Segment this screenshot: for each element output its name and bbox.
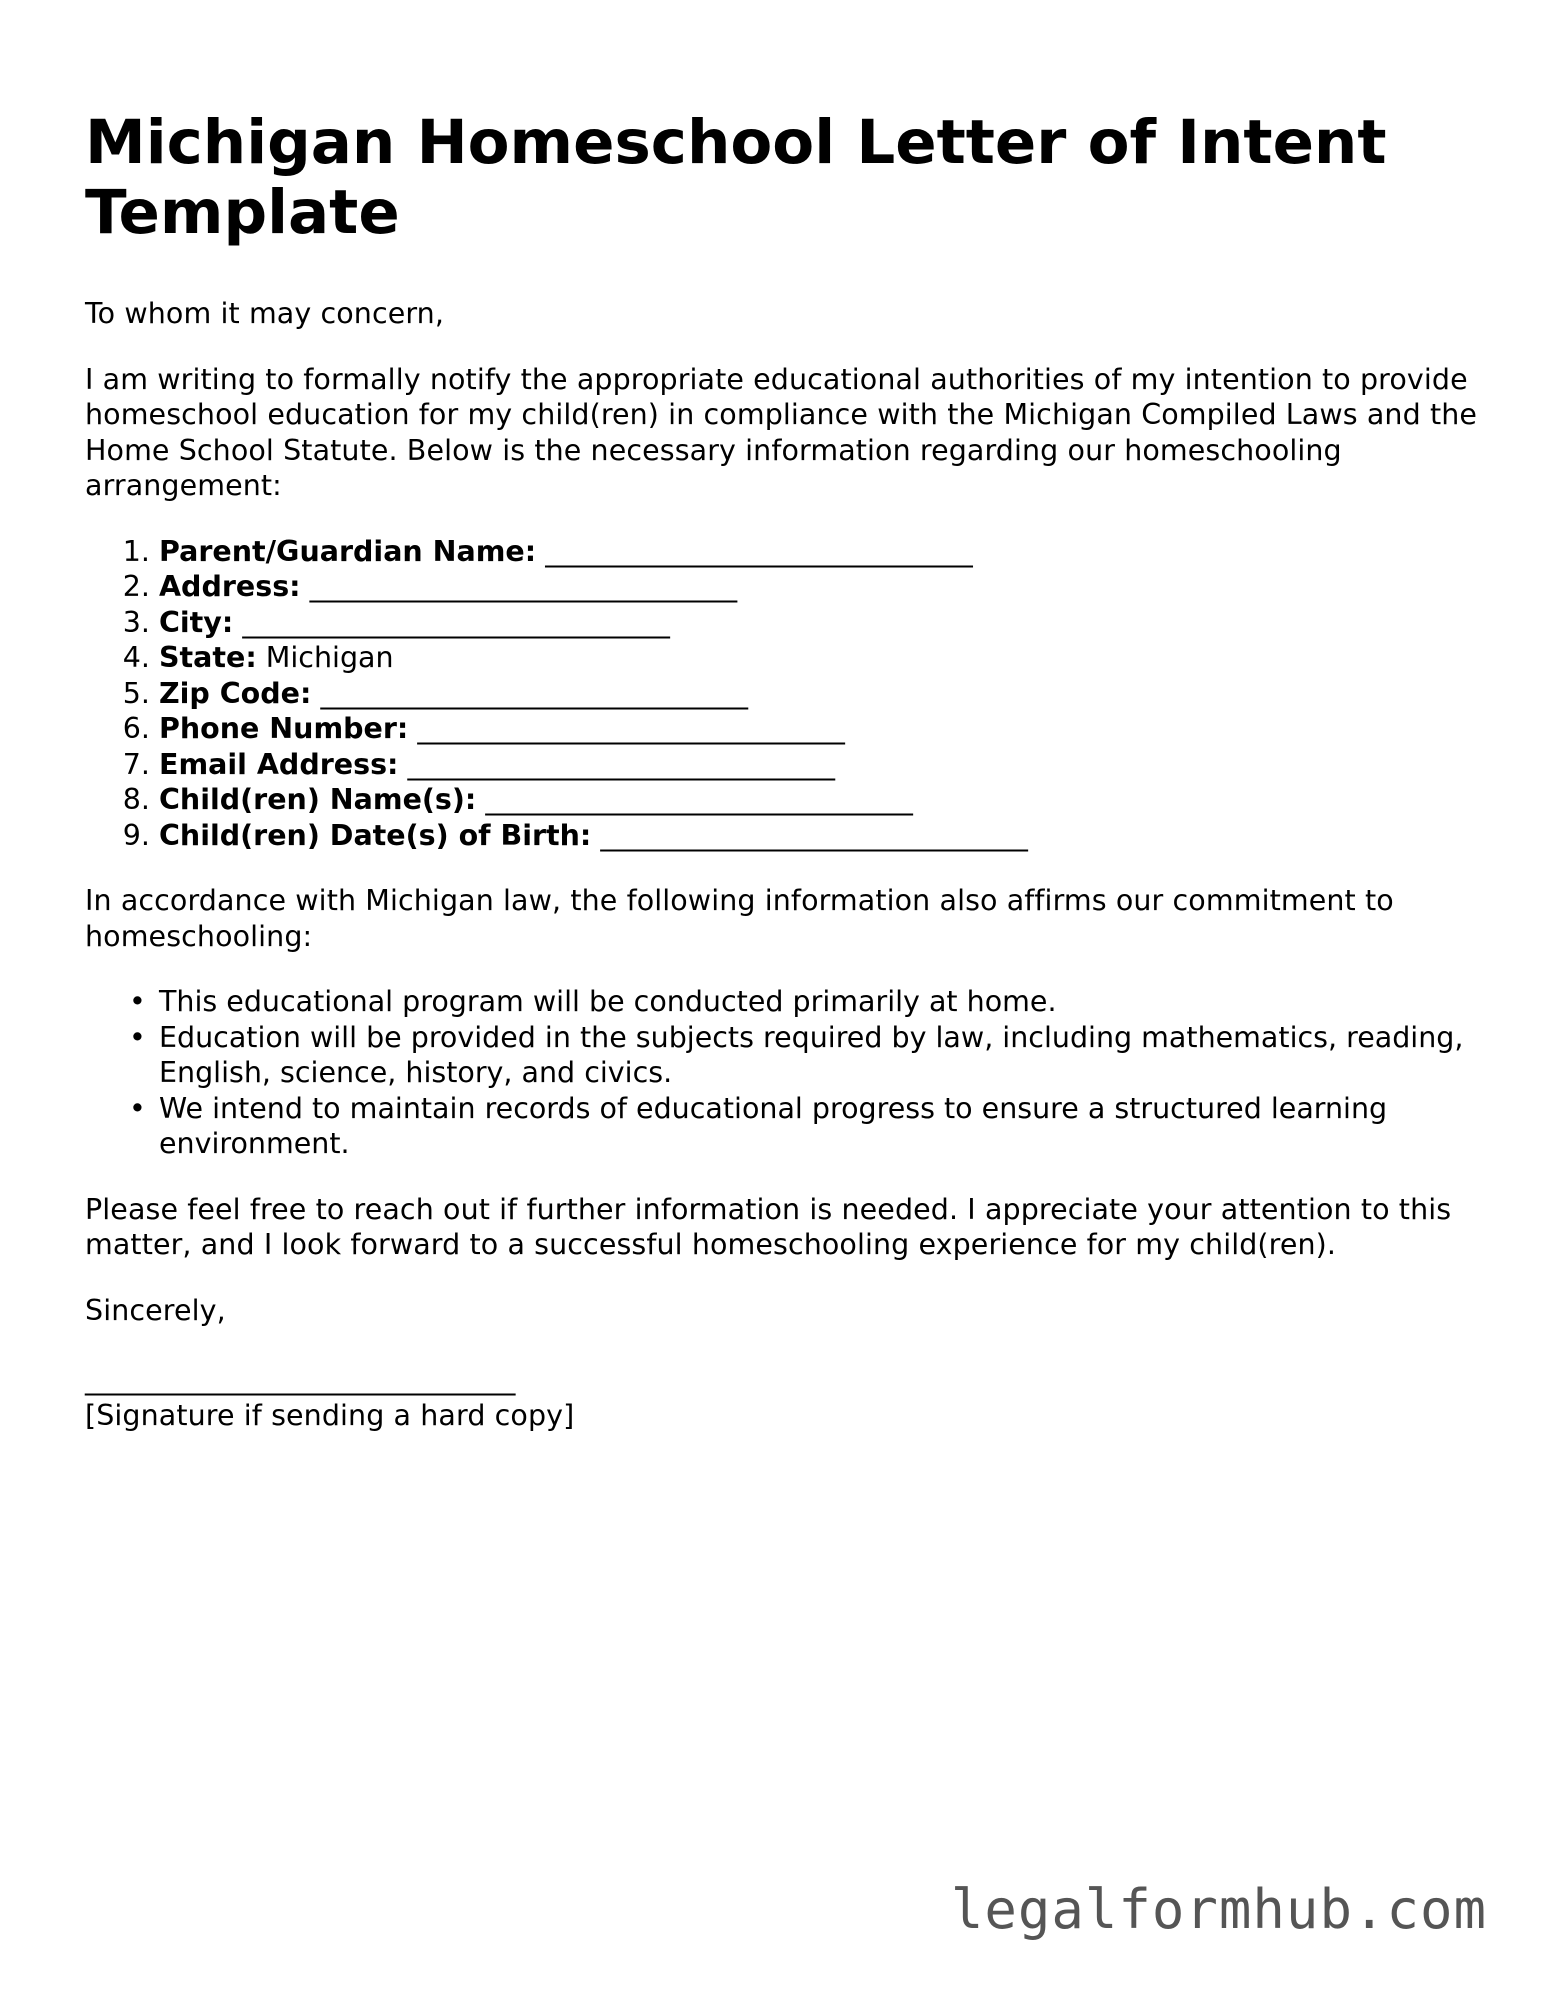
field-label: Email Address:	[159, 747, 399, 781]
field-label: State:	[159, 641, 257, 674]
field-label: Parent/Guardian Name:	[159, 534, 537, 568]
field-label: Address:	[159, 570, 301, 603]
field-value: ______________________________	[309, 570, 738, 603]
bullet-icon: •	[129, 1020, 146, 1054]
bullet-icon: •	[129, 1091, 146, 1125]
field-label: Child(ren) Date(s) of Birth:	[159, 818, 592, 852]
field-value: ______________________________	[485, 783, 913, 816]
field-label: Child(ren) Name(s):	[159, 783, 477, 816]
field-state	[159, 640, 1485, 676]
salutation: To whom it may concern,	[85, 297, 445, 330]
field-children-dob	[159, 818, 1485, 854]
list-item: • Education will be provided in the subjects required by law, including mathematics, reading, English, science, history, and civics.	[129, 1020, 1464, 1089]
field-value: ______________________________	[407, 747, 835, 781]
field-label: Phone Number:	[159, 712, 409, 745]
affirmations-list	[85, 984, 1485, 1162]
signature-block	[85, 1362, 1485, 1433]
field-city	[159, 605, 1485, 641]
field-value: ______________________________	[545, 534, 973, 568]
document-page	[85, 108, 1485, 1463]
info-fields-list	[85, 534, 1485, 854]
sign-off: Sincerely,	[85, 1293, 226, 1327]
field-value: ______________________________	[600, 818, 1028, 852]
signature-line: ______________________________	[85, 1363, 516, 1396]
field-parent-name	[159, 534, 1485, 570]
field-address	[159, 569, 1485, 605]
field-value: ______________________________	[242, 605, 670, 639]
document-title: Michigan Homeschool Letter of Intent Template	[85, 107, 1387, 248]
field-children-names	[159, 782, 1485, 818]
list-item: • We intend to maintain records of educational progress to ensure a structured learning environment.	[129, 1091, 1388, 1160]
field-email	[159, 747, 1485, 783]
field-value: Michigan	[265, 641, 394, 674]
field-value: ______________________________	[320, 676, 748, 710]
field-value: ______________________________	[417, 712, 845, 745]
bullet-icon: •	[129, 985, 146, 1018]
field-zip	[159, 676, 1485, 712]
watermark: legalformhub.com	[950, 1878, 1487, 1941]
intro-paragraph: I am writing to formally notify the appropriate educational authorities of my intention to provide homeschool education for my child(ren) in compliance with the Michigan Compiled Laws and the Home School Statute. Below is the necessary information regarding our homeschooling arrangement:	[85, 362, 1478, 502]
field-phone	[159, 711, 1485, 747]
list-item: • This educational program will be conducted primarily at home.	[129, 985, 1057, 1018]
closing-paragraph: Please feel free to reach out if further information is needed. I appreciate your attention to this matter, and I look forward to a successful homeschooling experience for my child(ren).	[85, 1192, 1452, 1261]
field-label: City:	[159, 605, 234, 639]
field-label: Zip Code:	[159, 676, 312, 710]
signature-note: [Signature if sending a hard copy]	[85, 1398, 575, 1432]
affirmation-intro: In accordance with Michigan law, the following information also affirms our commitment to homeschooling:	[85, 884, 1394, 953]
